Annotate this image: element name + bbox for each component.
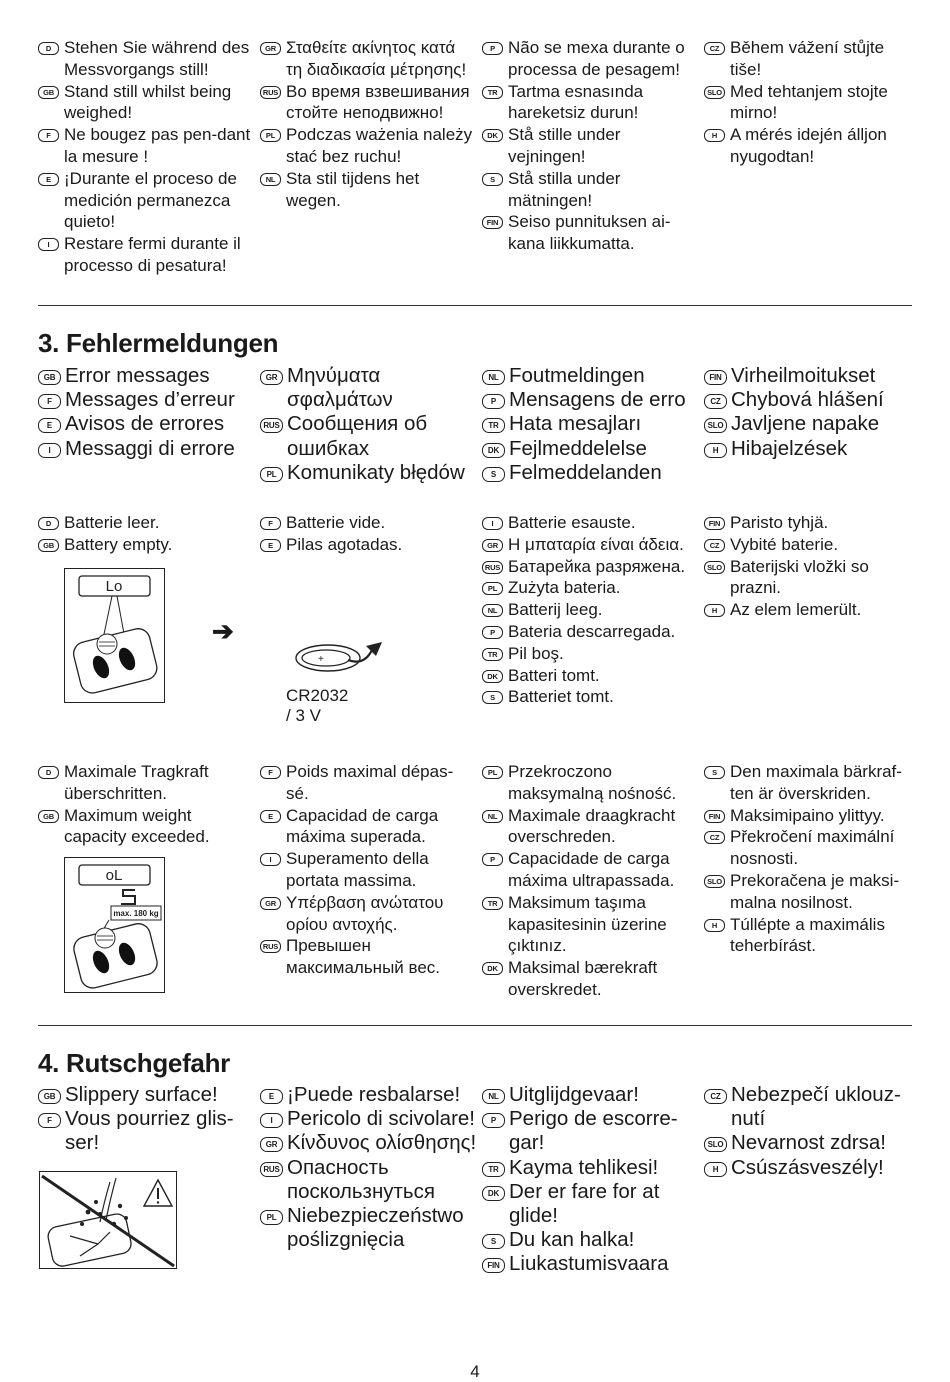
country-code-badge: H — [704, 1162, 727, 1177]
language-entry — [482, 437, 704, 461]
country-code-badge: GB — [38, 1089, 61, 1104]
country-code-badge: SLO — [704, 561, 725, 574]
overload-column-2 — [260, 761, 475, 979]
country-code-badge: D — [38, 42, 59, 55]
entry-text: Przekroczono maksymalną nośność. — [508, 762, 677, 803]
language-entry — [482, 686, 697, 708]
language-entry — [482, 599, 697, 621]
entry-text: Překročení maximální nosnosti. — [730, 827, 895, 869]
country-code-badge: FIN — [482, 1258, 505, 1273]
language-entry — [482, 848, 697, 892]
entry-text: Pilas agotadas. — [286, 534, 403, 554]
country-code-badge: PL — [260, 1210, 283, 1225]
country-code-badge: GR — [260, 897, 281, 910]
entry-text: Tartma esnasında hareketsiz durun! — [508, 81, 644, 123]
heading-column-4 — [704, 364, 926, 461]
entry-text: Não se mexa durante o processa de pesagem! — [508, 38, 685, 79]
entry-text: Slippery surface! — [65, 1083, 218, 1106]
language-entry — [704, 37, 919, 81]
entry-text: ¡Durante el proceso de medición permanezca quieto! — [64, 168, 237, 232]
language-entry — [38, 512, 253, 534]
language-entry — [38, 233, 253, 277]
battery-column-4 — [704, 512, 919, 621]
language-entry — [260, 761, 475, 805]
country-code-badge: TR — [482, 1162, 505, 1177]
language-entry — [482, 643, 697, 665]
entry-text: Az elem lemerült. — [730, 600, 862, 620]
country-code-badge: NL — [482, 1089, 505, 1104]
scale-overload-illustration — [64, 857, 165, 993]
language-entry — [704, 364, 926, 388]
language-entry — [482, 461, 704, 485]
country-code-badge: DK — [482, 129, 503, 142]
max-weight-label: max. 180 kg — [113, 909, 159, 918]
entry-text: Den maximala bärkraf-ten är överskriden. — [730, 762, 902, 803]
overload-column-3 — [482, 761, 697, 1001]
entry-text: Javljene napake — [731, 412, 880, 436]
country-code-badge: D — [38, 766, 59, 779]
language-entry — [260, 534, 475, 556]
entry-text: Error messages — [65, 364, 210, 387]
entry-text: Avisos de errores — [65, 412, 225, 436]
country-code-badge: TR — [482, 86, 503, 99]
battery-column-2 — [260, 512, 475, 556]
svg-text:+: + — [318, 654, 324, 665]
country-code-badge: FIN — [704, 810, 725, 823]
entry-text: Nebezpečí uklouz-nutí — [731, 1083, 901, 1131]
country-code-badge: SLO — [704, 86, 725, 99]
language-entry — [482, 1083, 704, 1107]
entry-text: Med tehtanjem stojte mirno! — [730, 81, 888, 123]
entry-text: Du kan halka! — [509, 1228, 635, 1252]
entry-text: Maximale draagkracht overschreden. — [508, 805, 676, 847]
language-entry — [482, 81, 697, 125]
language-entry — [704, 826, 919, 870]
language-entry — [38, 534, 253, 556]
language-entry — [260, 364, 482, 412]
entry-text: Capacidad de carga máxima superada. — [286, 805, 439, 847]
language-entry — [704, 1131, 926, 1155]
country-code-badge: GB — [38, 86, 59, 99]
language-entry — [482, 211, 697, 255]
country-code-badge: F — [260, 766, 281, 779]
country-code-badge: RUS — [260, 1162, 283, 1177]
country-code-badge: DK — [482, 962, 503, 975]
entry-text: Zużyta bateria. — [508, 578, 621, 598]
language-entry — [482, 512, 697, 534]
country-code-badge: PL — [482, 766, 503, 779]
language-entry — [482, 1252, 704, 1276]
language-entry — [482, 412, 704, 436]
country-code-badge: H — [704, 604, 725, 617]
language-entry — [38, 1107, 260, 1155]
top-column-3 — [482, 37, 697, 255]
entry-text: Superamento della portata massima. — [286, 849, 429, 890]
entry-text: Liukastumisvaara — [509, 1252, 669, 1276]
country-code-badge: SLO — [704, 1137, 727, 1152]
language-entry — [260, 1131, 482, 1155]
entry-text: Messages d’erreur — [65, 388, 235, 412]
entry-text: Vybité baterie. — [730, 534, 839, 554]
country-code-badge: P — [482, 42, 503, 55]
language-entry — [482, 556, 697, 578]
language-entry — [704, 914, 919, 958]
language-entry — [482, 1180, 704, 1228]
entry-text: Υπέρβαση ανώτατου ορίου αντοχής. — [286, 892, 444, 934]
language-entry — [38, 81, 253, 125]
battery-column-1 — [38, 512, 253, 556]
entry-text: Batteri tomt. — [508, 665, 600, 685]
language-entry — [260, 1204, 482, 1252]
language-entry — [260, 1156, 482, 1204]
slippery-warning-illustration — [39, 1171, 177, 1269]
language-entry — [704, 1083, 926, 1131]
country-code-badge: H — [704, 919, 725, 932]
country-code-badge: I — [260, 853, 281, 866]
entry-text: Batterij leeg. — [508, 600, 603, 620]
language-entry — [482, 957, 697, 1001]
language-entry — [704, 512, 919, 534]
country-code-badge: D — [38, 517, 59, 530]
language-entry — [38, 364, 260, 388]
entry-text: Batterie vide. — [286, 513, 386, 532]
country-code-badge: CZ — [704, 1089, 727, 1104]
country-code-badge: SLO — [704, 875, 725, 888]
entry-text: Σταθείτε ακίνητος κατά τη διαδικασία μέτρησης! — [286, 38, 467, 79]
language-entry — [38, 388, 260, 412]
page-number: 4 — [470, 1362, 480, 1381]
country-code-badge: GB — [38, 810, 59, 823]
country-code-badge: S — [482, 467, 505, 482]
country-code-badge: I — [38, 238, 59, 251]
country-code-badge: NL — [260, 173, 281, 186]
entry-text: Podczas ważenia należy stać bez ruchu! — [286, 125, 473, 166]
entry-text: Sta stil tijdens het wegen. — [286, 168, 420, 210]
language-entry — [482, 37, 697, 81]
entry-text: Fejlmeddelelse — [509, 436, 647, 460]
entry-text: Pericolo di scivolare! — [287, 1107, 475, 1131]
language-entry — [260, 892, 475, 936]
language-entry — [260, 1083, 482, 1107]
country-code-badge: H — [704, 443, 727, 458]
entry-text: Během vážení stůjte tiše! — [730, 38, 885, 79]
country-code-badge: F — [260, 517, 281, 530]
country-code-badge: RUS — [260, 86, 281, 99]
country-code-badge: RUS — [482, 561, 503, 574]
section-4-title: 4. Rutschgefahr — [38, 1048, 230, 1078]
country-code-badge: P — [482, 853, 503, 866]
country-code-badge: RUS — [260, 940, 281, 953]
entry-text: Maximale Tragkraft überschritten. — [64, 762, 209, 803]
language-entry — [704, 761, 919, 805]
country-code-badge: I — [260, 1113, 283, 1128]
country-code-badge: DK — [482, 670, 503, 683]
country-code-badge: DK — [482, 443, 505, 458]
entry-text: Batterie esauste. — [508, 513, 636, 532]
heading-column-1 — [38, 364, 260, 461]
entry-text: Батарейка разряжена. — [508, 556, 686, 576]
entry-text: Maksimipaino ylittyy. — [730, 805, 885, 825]
language-entry — [704, 81, 919, 125]
entry-text: Chybová hlášení — [731, 388, 884, 412]
language-entry — [260, 412, 482, 460]
top-column-2 — [260, 37, 475, 211]
language-entry — [482, 1156, 704, 1180]
slippery-column-1 — [38, 1083, 260, 1156]
country-code-badge: GR — [260, 370, 283, 385]
country-code-badge: PL — [260, 129, 281, 142]
section-divider-2 — [38, 1025, 912, 1026]
language-entry — [260, 81, 475, 125]
entry-text: Stand still whilst being weighed! — [64, 81, 232, 123]
language-entry — [704, 412, 926, 436]
country-code-badge: PL — [482, 582, 503, 595]
entry-text: Virheilmoitukset — [731, 364, 876, 387]
language-entry — [260, 37, 475, 81]
entry-text: Túllépte a maximális teherbírást. — [730, 914, 885, 956]
country-code-badge: TR — [482, 648, 503, 661]
language-entry — [704, 556, 919, 600]
country-code-badge: CZ — [704, 394, 727, 409]
country-code-badge: E — [260, 539, 281, 552]
entry-text: Опасность поскользнуться — [287, 1155, 435, 1203]
language-entry — [482, 805, 697, 849]
entry-text: Hata mesajları — [509, 412, 642, 436]
language-entry — [260, 1107, 482, 1131]
entry-text: Restare fermi durante il processo di pesatura! — [64, 234, 241, 275]
language-entry — [482, 388, 704, 412]
entry-text: Maksimum taşıma kapasitesinin üzerine çıktınız. — [508, 892, 667, 956]
entry-text: Bateria descarregada. — [508, 621, 676, 641]
language-entry — [704, 599, 919, 621]
ol-display-text: oL — [105, 867, 123, 884]
country-code-badge: GR — [260, 1137, 283, 1152]
language-entry — [704, 437, 926, 461]
section-3-title: 3. Fehlermeldungen — [38, 328, 279, 358]
language-entry — [704, 124, 919, 168]
entry-text: Seiso punnituksen ai-kana liikkumatta. — [508, 212, 671, 254]
language-entry — [260, 935, 475, 979]
country-code-badge: NL — [482, 370, 505, 385]
country-code-badge: E — [260, 1089, 283, 1104]
country-code-badge: S — [482, 173, 503, 186]
language-entry — [38, 761, 253, 805]
slippery-column-2 — [260, 1083, 482, 1252]
top-column-1 — [38, 37, 253, 277]
entry-text: Превышен максимальный вес. — [286, 936, 441, 978]
country-code-badge: TR — [482, 418, 505, 433]
entry-text: Во время взвешивания стойте неподвижно! — [286, 81, 470, 123]
country-code-badge: GR — [482, 539, 503, 552]
entry-text: Ne bougez pas pen-dant la mesure ! — [64, 125, 251, 166]
top-column-4 — [704, 37, 919, 168]
entry-text: Foutmeldingen — [509, 364, 645, 387]
battery-column-3 — [482, 512, 697, 708]
country-code-badge: FIN — [482, 216, 503, 229]
arrow-icon: ➔ — [212, 616, 234, 646]
entry-text: Batteriet tomt. — [508, 687, 614, 707]
slippery-column-4 — [704, 1083, 926, 1180]
entry-text: Komunikaty błędów — [287, 460, 465, 484]
scale-lo-illustration — [64, 568, 165, 703]
entry-text: Prekoračena je maksi-malna nosilnost. — [730, 870, 900, 912]
entry-text: Μηνύματα σφαλμάτων — [287, 364, 393, 412]
entry-text: Hibajelzések — [731, 436, 848, 460]
entry-text: Сообщения об ошибках — [287, 412, 428, 460]
entry-text: Maximum weight capacity exceeded. — [64, 805, 210, 847]
language-entry — [260, 805, 475, 849]
country-code-badge: S — [704, 766, 725, 779]
country-code-badge: NL — [482, 810, 503, 823]
battery-replace-icon — [292, 636, 392, 683]
entry-text: Battery empty. — [64, 534, 173, 554]
entry-text: Stå stilla under mätningen! — [508, 168, 621, 210]
section-divider-1 — [38, 305, 912, 306]
language-entry — [38, 805, 253, 849]
lo-display-text: Lo — [105, 578, 123, 595]
country-code-badge: P — [482, 1113, 505, 1128]
country-code-badge: F — [38, 394, 61, 409]
country-code-badge: TR — [482, 897, 503, 910]
heading-column-2 — [260, 364, 482, 485]
entry-text: Der er fare for at glide! — [509, 1179, 660, 1228]
overload-column-1 — [38, 761, 253, 848]
language-entry — [482, 892, 697, 957]
entry-text: Maksimal bærekraft overskredet. — [508, 958, 658, 999]
country-code-badge: CZ — [704, 539, 725, 552]
country-code-badge: CZ — [704, 831, 725, 844]
language-entry — [38, 437, 260, 461]
entry-text: Uitglijdgevaar! — [509, 1083, 639, 1106]
country-code-badge: PL — [260, 467, 283, 482]
language-entry — [704, 805, 919, 827]
country-code-badge: FIN — [704, 370, 727, 385]
entry-text: Κίνδυνος ολίσθησης! — [287, 1131, 477, 1155]
slippery-column-3 — [482, 1083, 704, 1277]
language-entry — [704, 534, 919, 556]
country-code-badge: RUS — [260, 418, 283, 433]
entry-text: Niebezpieczeństwo poślizgnięcia — [287, 1204, 464, 1252]
country-code-badge: I — [38, 443, 61, 458]
country-code-badge: CZ — [704, 42, 725, 55]
language-entry — [704, 1156, 926, 1180]
country-code-badge: H — [704, 129, 725, 142]
language-entry — [482, 761, 697, 805]
entry-text: ¡Puede resbalarse! — [287, 1083, 461, 1106]
country-code-badge: FIN — [704, 517, 725, 530]
country-code-badge: E — [38, 173, 59, 186]
country-code-badge: F — [38, 1113, 61, 1128]
language-entry — [38, 37, 253, 81]
country-code-badge: S — [482, 691, 503, 704]
language-entry — [482, 168, 697, 212]
language-entry — [482, 124, 697, 168]
country-code-badge: DK — [482, 1186, 505, 1201]
country-code-badge: I — [482, 517, 503, 530]
country-code-badge: GB — [38, 539, 59, 552]
language-entry — [704, 388, 926, 412]
entry-text: Nevarnost zdrsa! — [731, 1131, 886, 1155]
entry-text: Messaggi di errore — [65, 436, 235, 460]
entry-text: Η μπαταρία είναι άδεια. — [508, 534, 684, 554]
country-code-badge: P — [482, 394, 505, 409]
country-code-badge: GR — [260, 42, 281, 55]
country-code-badge: P — [482, 626, 503, 639]
language-entry — [482, 665, 697, 687]
entry-text: Perigo de escorre-gar! — [509, 1107, 678, 1155]
entry-text: Capacidade de carga máxima ultrapassada. — [508, 849, 675, 890]
language-entry — [704, 870, 919, 914]
language-entry — [482, 577, 697, 599]
entry-text: Kayma tehlikesi! — [509, 1155, 659, 1179]
language-entry — [38, 1083, 260, 1107]
entry-text: Mensagens de erro — [509, 388, 686, 412]
overload-column-4 — [704, 761, 919, 957]
language-entry — [482, 1107, 704, 1155]
language-entry — [260, 124, 475, 168]
entry-text: Paristo tyhjä. — [730, 513, 829, 532]
language-entry — [482, 534, 697, 556]
entry-text: Stå stille under vejningen! — [508, 125, 621, 166]
country-code-badge: S — [482, 1234, 505, 1249]
entry-text: Batterie leer. — [64, 513, 160, 532]
language-entry — [38, 412, 260, 436]
entry-text: Stehen Sie während des Messvorgangs still! — [64, 38, 250, 79]
language-entry — [260, 848, 475, 892]
country-code-badge: E — [38, 418, 61, 433]
entry-text: Felmeddelanden — [509, 460, 662, 484]
heading-column-3 — [482, 364, 704, 485]
language-entry — [260, 168, 475, 212]
language-entry — [260, 512, 475, 534]
country-code-badge: E — [260, 810, 281, 823]
entry-text: A mérés idején álljon nyugodtan! — [730, 125, 887, 166]
country-code-badge: NL — [482, 604, 503, 617]
entry-text: Vous pourriez glis-ser! — [65, 1107, 234, 1155]
entry-text: Baterijski vložki so prazni. — [730, 556, 869, 598]
entry-text: Csúszásveszély! — [731, 1155, 884, 1179]
country-code-badge: SLO — [704, 418, 727, 433]
language-entry — [260, 461, 482, 485]
country-code-badge: F — [38, 129, 59, 142]
language-entry — [482, 1228, 704, 1252]
entry-text: Pil boş. — [508, 643, 564, 663]
entry-text: Poids maximal dépas-sé. — [286, 762, 454, 803]
language-entry — [38, 168, 253, 233]
language-entry — [38, 124, 253, 168]
language-entry — [482, 364, 704, 388]
language-entry — [482, 621, 697, 643]
country-code-badge: GB — [38, 370, 61, 385]
battery-type-label: CR2032 / 3 V — [286, 686, 349, 725]
